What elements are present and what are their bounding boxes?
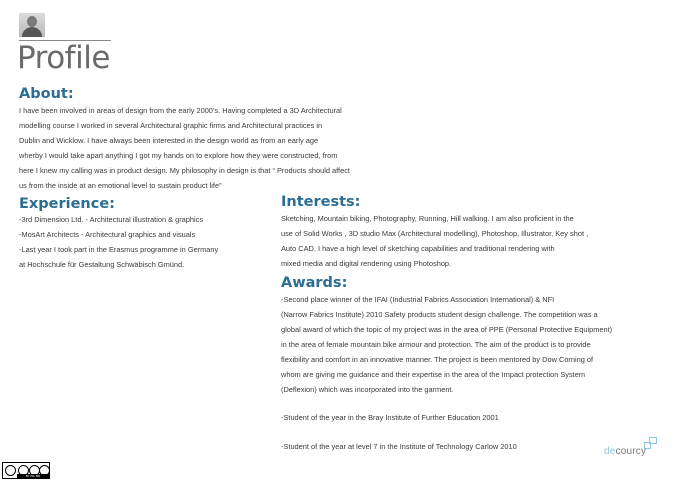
awards-heading: Awards: [281, 275, 348, 291]
experience-line: at Hochschule für Gestaltung Schwäbisch Gmünd. [19, 260, 185, 269]
interests-heading: Interests: [281, 194, 361, 210]
avatar [19, 13, 45, 37]
about-line: here I knew my calling was in product design. My philosophy in design is that “ Products should affect [19, 166, 350, 175]
awards-line: whom are giving me guidance and their expertise in the area of the Impact protection System [281, 370, 586, 379]
experience-text [19, 212, 218, 272]
awards-line: global award of which the topic of my project was in the area of PPE (Personal Protective Equipment) [281, 325, 613, 334]
brand-logo [604, 446, 646, 457]
avatar-body [22, 27, 42, 37]
experience-heading: Experience: [19, 196, 115, 212]
about-line: wherby I would take apart anything I got my hands on to explore how they were constructed, from [19, 151, 338, 160]
awards-line: -Second place winner of the IFAI (Industrial Fabrics Association International) & NFI [281, 295, 555, 304]
creative-commons-badge [2, 462, 50, 479]
award-bray: -Student of the year in the Bray Institute of Further Education 2001 [281, 413, 499, 422]
about-line: modelling course I worked in several Architectural graphic firms and Architectural practices in [19, 121, 323, 130]
awards-line: in the area of female mountain bike armour and protection. The aim of the product is to provide [281, 340, 591, 349]
cc-icon [5, 465, 16, 476]
experience-line: -MosArt Architects - Architectural graphics and visuals [19, 230, 196, 239]
license-text: BY NC ND [25, 474, 41, 478]
about-line: I have been involved in areas of design from the early 2000’s. Having completed a 3D Architectural [19, 106, 342, 115]
license-bar [17, 474, 49, 478]
awards-line: (Narrow Fabrics Institute) 2010 Safety products student design challenge. The competition was a [281, 310, 598, 319]
award-carlow: -Student of the year at level 7 in the Institute of Technology Carlow 2010 [281, 442, 517, 451]
about-text [19, 103, 350, 193]
logo-part-de: de [604, 446, 616, 457]
about-line: Dublin and Wicklow. I have always been interested in the design world as from an early age [19, 136, 319, 145]
awards-line: (Deflexion) which was incorporated into the garment. [281, 385, 454, 394]
page-title: Profile [17, 40, 110, 76]
interests-line: mixed media and digital rendering using Photoshop. [281, 259, 452, 268]
about-line: us from the inside at an emotional level to sustain product life” [19, 181, 222, 190]
logo-part-courcy: courcy [615, 446, 647, 457]
awards-text [281, 292, 612, 397]
awards-line: flexibility and comfort in an innovative manner. The project is been mentored by Dow Corning of [281, 355, 594, 364]
interests-line: Auto CAD. I have a high level of sketching capabilities and traditional rendering with [281, 244, 555, 253]
experience-line: -Last year I took part in the Erasmus programme in Germany [19, 245, 219, 254]
interests-line: use of Solid Works , 3D studio Max (Architectural modelling), Photoshop, Illustrator, Key shot , [281, 229, 589, 238]
avatar-head [27, 16, 37, 27]
about-heading: About: [19, 86, 74, 102]
interests-line: Sketching, Mountain biking, Photography, Running, Hill walking. I am also proficient in the [281, 214, 574, 223]
experience-line: -3rd Dimension Ltd. - Architectural illustration & graphics [19, 215, 204, 224]
interests-text [281, 211, 588, 271]
